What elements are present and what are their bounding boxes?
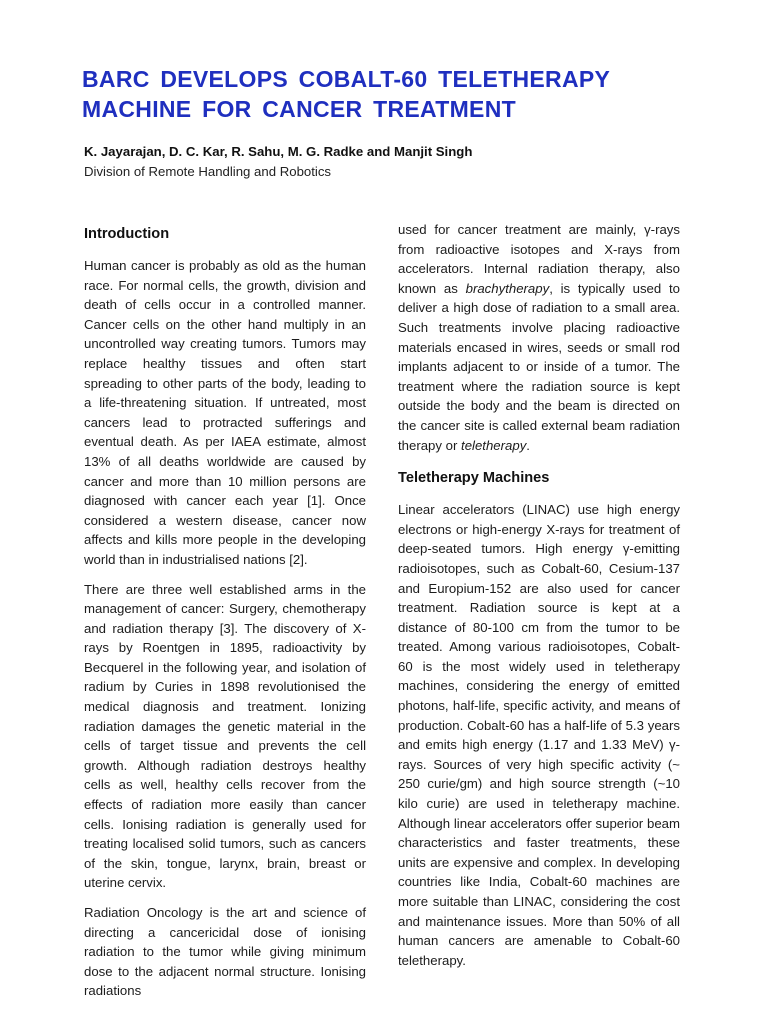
article-title xyxy=(82,64,702,124)
term-brachytherapy: brachytherapy xyxy=(465,280,550,296)
author-list: K. Jayarajan, D. C. Kar, R. Sahu, M. G. Radke and Manjit Singh xyxy=(84,144,473,159)
section-heading-introduction: Introduction xyxy=(84,226,170,242)
paragraph-intro-2: There are three well established arms in the management of cancer: Surgery, chemotherapy and radiation therapy [3]. The discovery of X-rays by Roentgen in 1895, radioactivity by Becquerel in the following year, and isolation of radium by Curies in 1898 revolutionised the medical diagnosis and treatment. Ionizing radiation damages the genetic material in the cells of target tissue and prevents the cell growth. Although radiation destroys healthy cells as well, healthy cells recover from the effects of radiation more easily than cancer cells. Ionising radiation is generally used for treating localised solid tumors, such as cancers of the skin, tongue, larynx, brain, breast or uterine cervix. xyxy=(84,581,366,891)
term-teletherapy: teletherapy xyxy=(461,437,527,453)
paragraph-text: used for cancer treatment are mainly, γ-rays from radioactive isotopes and X-rays from accelerators. Internal radiation therapy, also known as xyxy=(398,222,680,296)
paragraph-teletherapy-machines: Linear accelerators (LINAC) use high energy electrons or high-energy X-rays for treatment of deep-seated tumors. High energy γ-emitting radioisotopes, such as Cobalt-60, Cesium-137 and Europium-152 are also used for cancer treatment. Radiation source is kept at a distance of 80-100 cm from the tumor to be treated. Among various radioisotopes, Cobalt-60 is the most widely used in teletherapy machines, considering the energy of emitted photons, half-life, specific activity, and means of production. Cobalt-60 has a half-life of 5.3 years and emits high energy (1.17 and 1.33 MeV) γ-rays. Sources of very high specific activity (~ 250 curie/gm) and high source strength (~10 kilo curie) are used in teletherapy machine. Although linear accelerators offer superior beam characteristics and faster treatments, these units are expensive and complex. In developing countries like India, Cobalt-60 machines are more suitable than LINAC, considering the cost and maintenance issues. More than 50% of all human cancers are amenable to Cobalt-60 teletherapy. xyxy=(398,502,680,968)
paragraph-intro-1: Human cancer is probably as old as the human race. For normal cells, the growth, division and death of cells occur in a controlled manner. Cancer cells on the other hand multiply in an uncontrolled way creating tumors. Tumors may replace healthy tissues and often start spreading to other parts of the body, leading to a life-threatening situation. If untreated, most cancers lead to protracted sufferings and eventual death. As per IAEA estimate, almost 13% of all deaths worldwide are caused by cancer and more than 10 million persons are diagnosed with cancer each year [1]. Once considered a western disease, cancer now affects and kills more people in the developing world than in industrialised nations [2]. xyxy=(84,258,366,567)
article-title-line-2: MACHINE FOR CANCER TREATMENT xyxy=(82,96,516,122)
article-title-line-1: BARC DEVELOPS COBALT-60 TELETHERAPY xyxy=(82,66,611,92)
section-heading-teletherapy-machines: Teletherapy Machines xyxy=(398,470,550,487)
paragraph-text: . xyxy=(526,437,530,453)
right-column xyxy=(398,220,680,981)
paragraph-text: , is typically used to deliver a high dose of radiation to a small area. Such treatments involve placing radioactive materials encased in wires, seeds or small rod implants adjacent to or inside of a tumor. The treatment where the radiation source is kept outside the body and the beam is directed on the cancer site is called external beam radiation therapy or xyxy=(398,280,680,453)
left-column xyxy=(84,223,366,1011)
paragraph-intro-3: Radiation Oncology is the art and science of directing a cancericidal dose of ionising radiation to the tumor while giving minimum dose to the adjacent normal structure. Ionising radiations xyxy=(84,905,366,999)
author-affiliation: Division of Remote Handling and Robotics xyxy=(84,164,332,179)
paragraph-continued-radiation xyxy=(398,220,680,455)
